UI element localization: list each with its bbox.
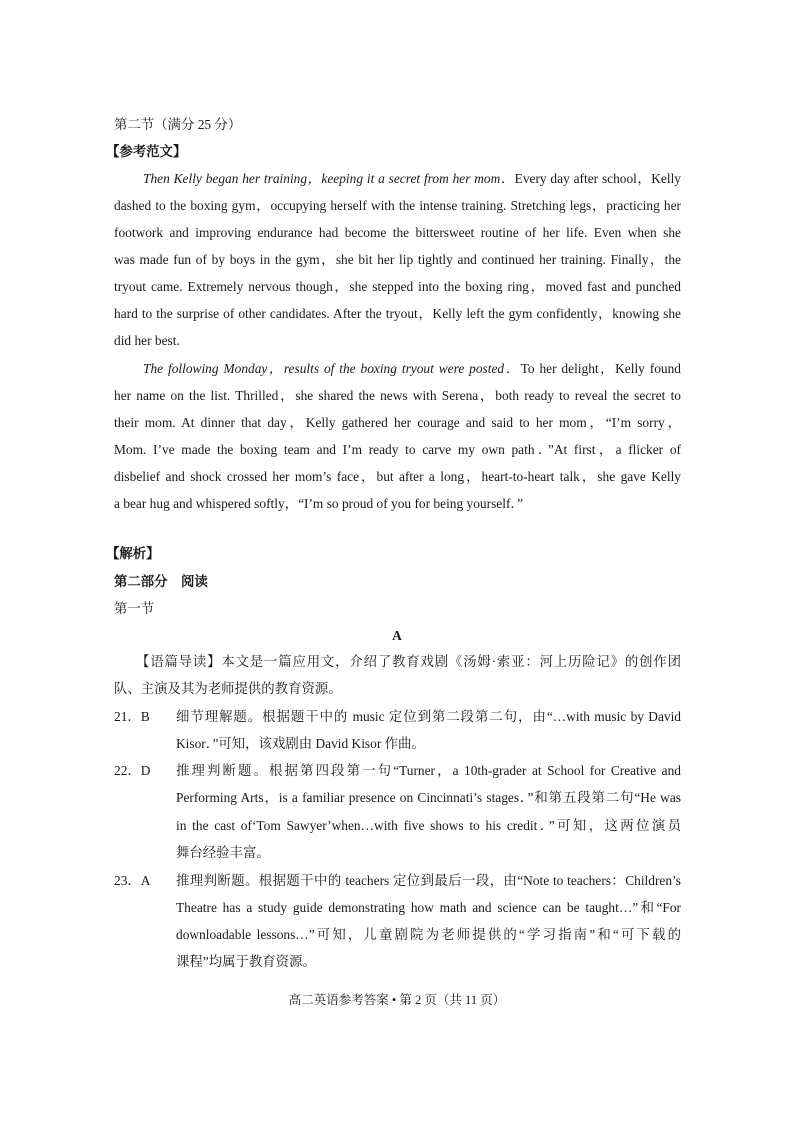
essay-p1-line-3: footwork and improving endurance had become the bittersweet routine of her life. Even when she — [114, 225, 681, 240]
essay-p1-line-5: tryout came. Extremely nervous though，she stepped into the boxing ring，moved fast and punched — [114, 279, 681, 294]
essay-p2-line-5: disbelief and shock crossed her mom’s face，but after a long，heart-to-heart talk，she gave Kelly — [114, 469, 681, 484]
answer-line: 推理判断题。根据第四段第一句“Turner，a 10th-grader at School for Creative and — [176, 763, 681, 778]
answer-line: 课程”均属于教育资源。 — [176, 954, 316, 969]
answer-line: downloadable lessons…”可知，儿童剧院为老师提供的“学习指南”和“可下载的 — [176, 927, 681, 942]
intro-line-1: 【语篇导读】本文是一篇应用文，介绍了教育戏剧《汤姆·索亚：河上历险记》的创作团 — [136, 654, 681, 669]
section2-header: 第二节（满分 25 分） — [114, 117, 242, 132]
answer-line: 舞台经验丰富。 — [176, 845, 270, 860]
essay-p1-line-2: dashed to the boxing gym，occupying herself with the intense training. Stretching legs，practicing her — [114, 198, 681, 213]
essay-p1-italic: Then Kelly began her training，keeping it a secret from her mom． — [143, 171, 515, 186]
essay-p2-italic: The following Monday，results of the boxing tryout were posted． — [143, 361, 521, 376]
answer-line: Kisor．”可知，该戏剧由 David Kisor 作曲。 — [176, 736, 425, 751]
sample-essay-label: 【参考范文】 — [106, 144, 187, 159]
intro-line-2: 队、主演及其为老师提供的教育资源。 — [114, 681, 342, 696]
essay-p1-line-1: Then Kelly began her training，keeping it a secret from her mom．Every day after school，Kelly — [143, 171, 681, 186]
answer-line: Performing Arts，is a familiar presence on Cincinnati’s stages．”和第五段第二句“He was — [176, 790, 681, 805]
essay-p1-line-6: hard to the surprise of other candidates. After the tryout，Kelly left the gym confidently，knowing she — [114, 306, 681, 321]
essay-p2-line-4: Mom. I’ve made the boxing team and I’m ready to carve my own path．”At first，a flicker of — [114, 442, 681, 457]
answer-line: 细节理解题。根据题干中的 music 定位到第二段第二句，由“…with music by David — [176, 709, 681, 724]
essay-p2-line-2: her name on the list. Thrilled，she shared the news with Serena，both ready to reveal the secret to — [114, 388, 681, 403]
page-footer: 高二英语参考答案 • 第 2 页（共 11 页） — [288, 993, 506, 1007]
answer-number: 22．D — [114, 763, 151, 778]
analysis-label: 【解析】 — [106, 546, 160, 561]
answer-number: 21．B — [114, 709, 150, 724]
answer-line: 推理判断题。根据题干中的 teachers 定位到最后一段，由“Note to teachers：Children’s — [176, 873, 681, 888]
section1-label: 第一节 — [114, 601, 155, 616]
essay-p1-line-4: was made fun of by boys in the gym，she bit her lip tightly and continued her training. Finally，the — [114, 252, 681, 267]
essay-p1-line-7: did her best. — [114, 333, 180, 348]
passage-letter: A — [392, 628, 402, 643]
essay-p2-line-3: their mom. At dinner that day，Kelly gathered her courage and said to her mom，“I’m sorry， — [114, 415, 681, 430]
part2-label: 第二部分 阅读 — [114, 574, 208, 589]
essay-p2-line-1: The following Monday，results of the boxing tryout were posted．To her delight，Kelly found — [143, 361, 681, 376]
essay-p2-line-6: a bear hug and whispered softly，“I’m so proud of you for being yourself．” — [114, 496, 524, 511]
answer-line: Theatre has a study guide demonstrating how math and science can be taught…”和“For — [176, 900, 681, 915]
answer-line: in the cast of‘Tom Sawyer’when…with five shows to his credit．”可知，这两位演员 — [176, 818, 681, 833]
answer-number: 23．A — [114, 873, 151, 888]
